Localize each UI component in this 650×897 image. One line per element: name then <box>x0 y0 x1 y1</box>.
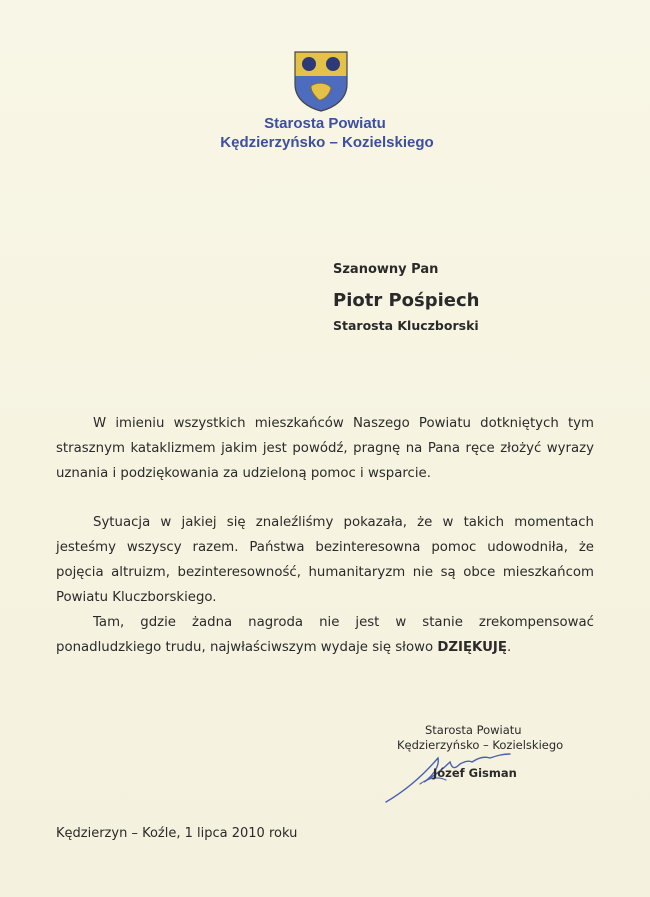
issuer-county: Kędzierzyńsko – Kozielskiego <box>220 134 434 151</box>
body-paragraph-1: W imieniu wszystkich mieszkańców Naszego Powiatu dotkniętych tym strasznym kataklizmem jakim jest powódź, pragnę na Pana ręce złożyć wyrazy uznania i podziękowania za udzieloną pomoc i wsparcie. <box>56 416 594 481</box>
recipient-title: Starosta Kluczborski <box>333 318 479 333</box>
paragraph-3-text: Tam, gdzie żadna nagroda nie jest w stanie zrekompensować ponadludzkiego trudu, najwłaściwszym wydaje się słowo <box>56 615 594 655</box>
coat-of-arms-icon <box>293 50 349 112</box>
body-paragraph-3 <box>56 610 594 660</box>
recipient-name: Piotr Pośpiech <box>333 290 480 311</box>
body-paragraph-2: Sytuacja w jakiej się znaleźliśmy pokazała, że w takich momentach jesteśmy wszyscy razem. Państwa bezinteresowna pomoc udowodniła, że pojęcia altruizm, bezinteresowność, humanitaryzm nie są obce mieszkańcom Powiatu Kluczborskiego. <box>56 515 594 605</box>
signatory-name: Józef Gisman <box>433 766 517 780</box>
paragraph-3-end: . <box>506 640 512 655</box>
recipient-salutation: Szanowny Pan <box>333 262 439 277</box>
letter-date: Kędzierzyn – Koźle, 1 lipca 2010 roku <box>56 826 298 841</box>
issuer-title: Starosta Powiatu <box>264 115 386 132</box>
signature-county: Kędzierzyńsko – Kozielskiego <box>397 738 564 752</box>
thank-you-emphasis: DZIĘKUJĘ <box>437 640 507 655</box>
signature-title: Starosta Powiatu <box>425 723 522 737</box>
